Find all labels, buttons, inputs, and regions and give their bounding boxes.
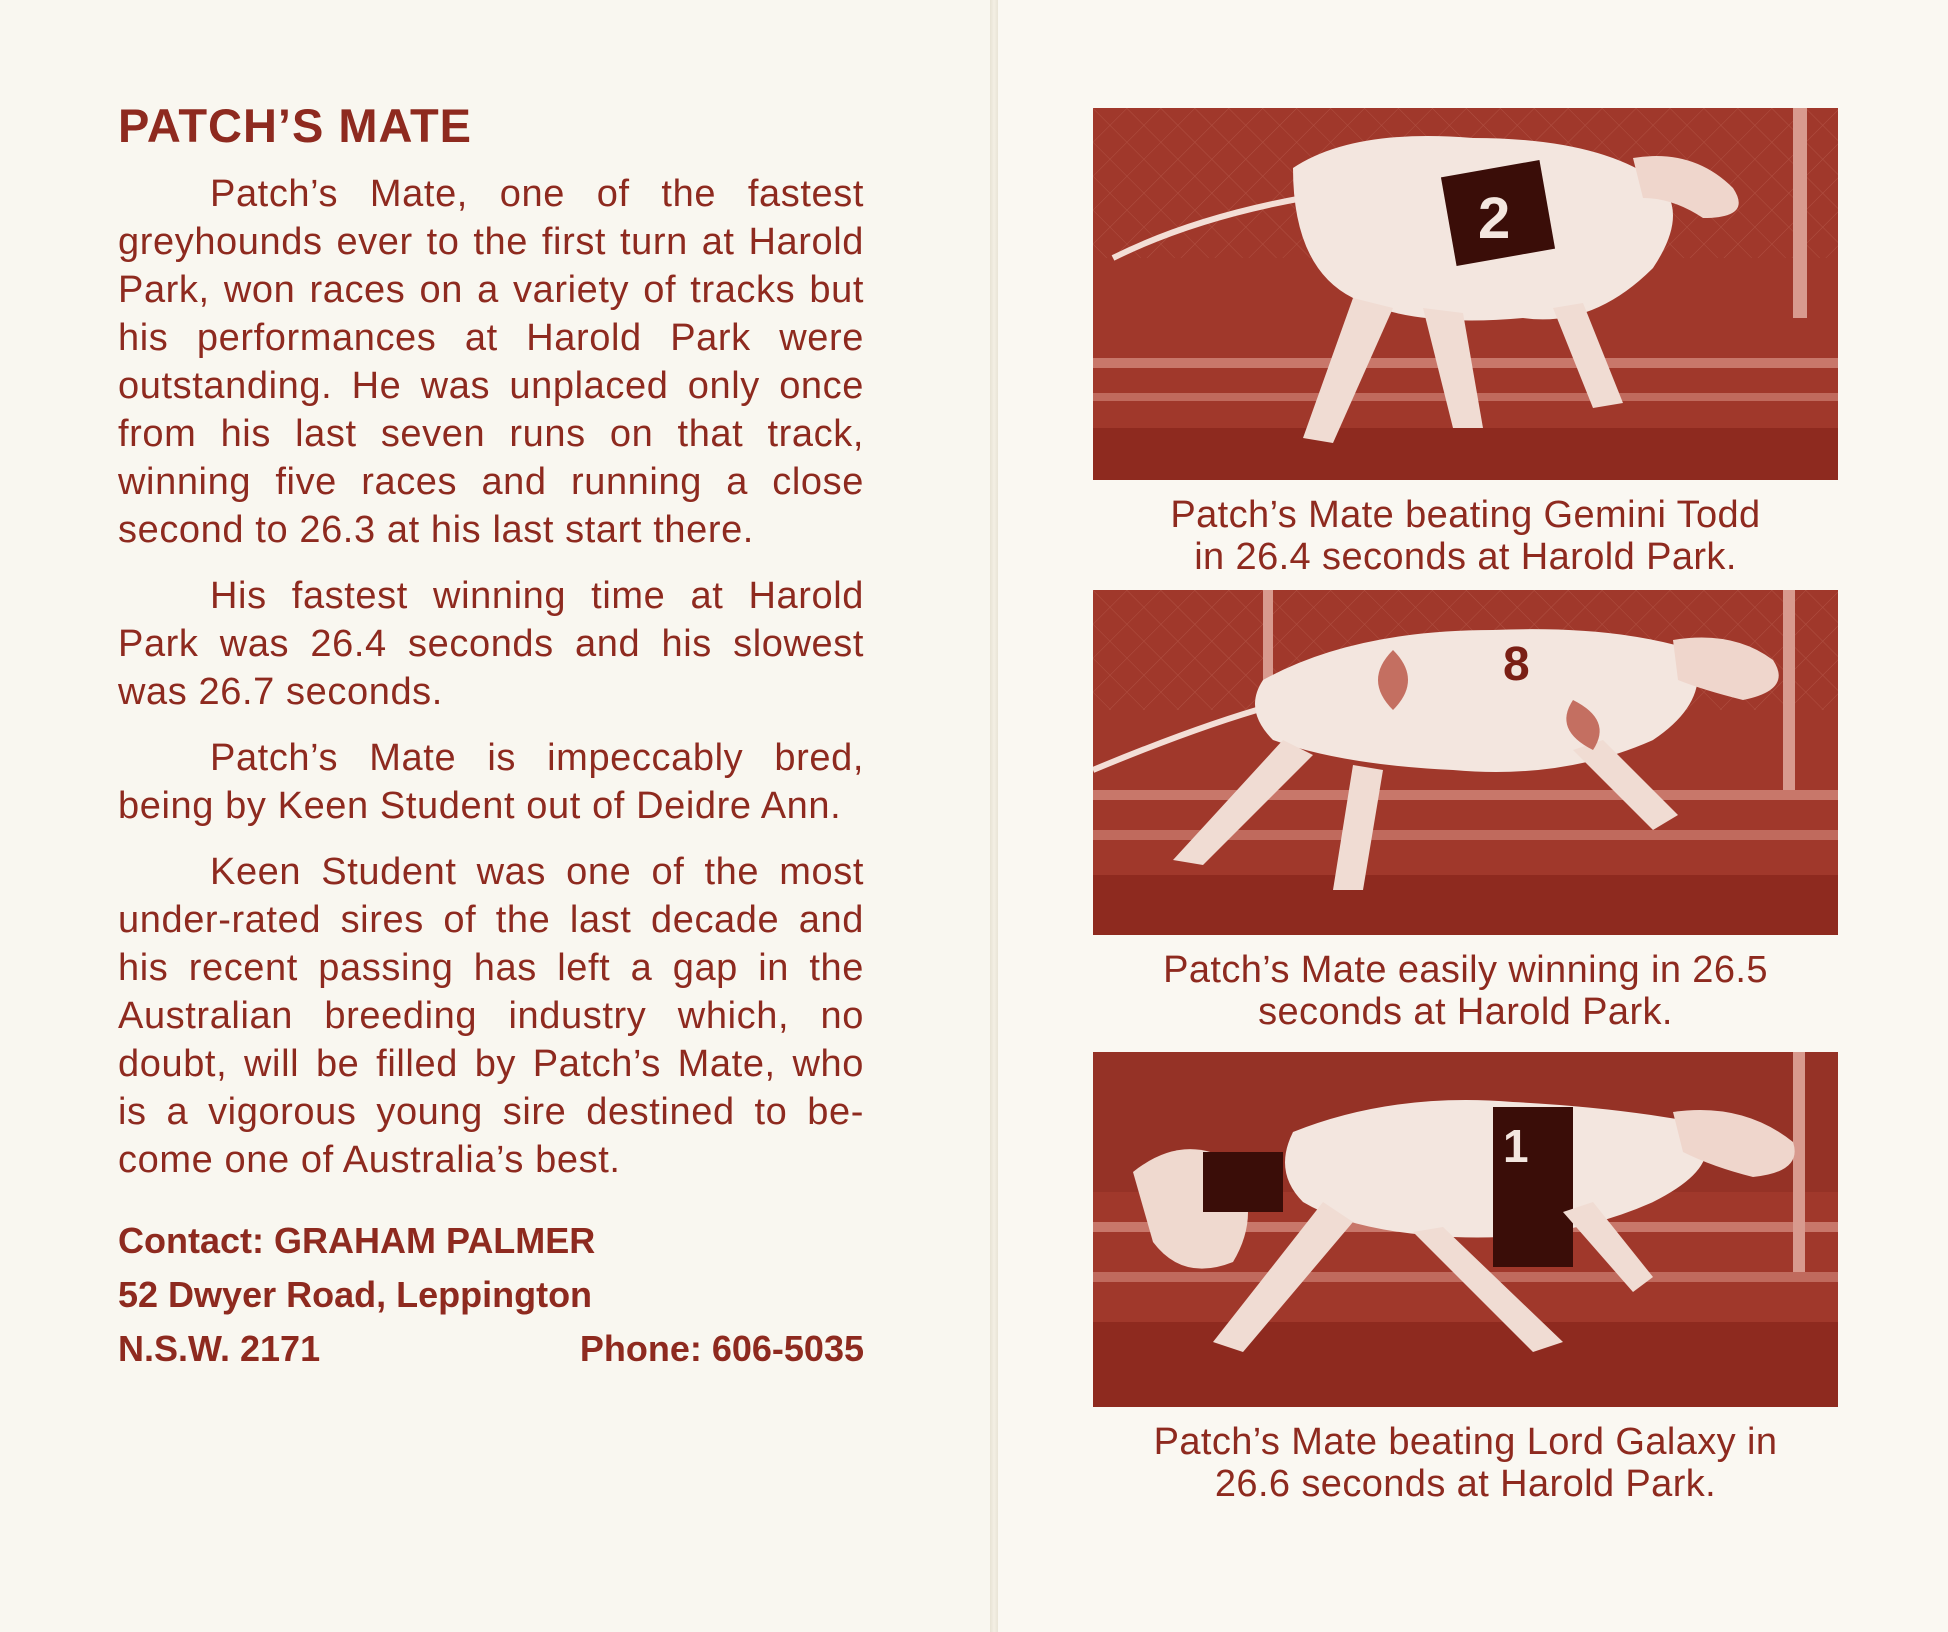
page-fold [990, 0, 998, 1632]
article-column [118, 96, 864, 1376]
contact-phone: Phone: 606-5035 [579, 1328, 864, 1369]
greyhound-icon [1093, 1052, 1838, 1407]
bib-number-1: 2 [1478, 186, 1511, 251]
bib-number-2: 8 [1503, 638, 1530, 691]
bib-number-3: 1 [1503, 1120, 1529, 1172]
caption-line: Patch’s Mate easily winning in 26.5 [1163, 949, 1768, 991]
contact-block [118, 1214, 864, 1376]
caption-line: Patch’s Mate beating Gemini Todd [1170, 494, 1761, 536]
contact-state-phone-row [118, 1322, 864, 1376]
contact-state: N.S.W. 2171 [118, 1328, 321, 1369]
caption-line: 26.6 seconds at Harold Park. [1214, 1463, 1717, 1505]
paragraph-2: His fastest winning time at Harold Park was 26.4 seconds and his slowest was 26.7 seconds. [118, 575, 864, 713]
greyhound-photo-2 [1093, 590, 1838, 935]
photo-block-3 [1093, 1052, 1838, 1505]
photo-block-2 [1093, 590, 1838, 1033]
greyhound-icon [1093, 108, 1838, 480]
greyhound-icon [1093, 590, 1838, 935]
photo-caption-3 [1093, 1421, 1838, 1505]
greyhound-photo-3 [1093, 1052, 1838, 1407]
paragraph-1: Patch’s Mate, one of the fastest greyhounds ever to the first turn at Harold Park, won races on a variety of tracks but his performances at Harold Park were outstanding. He was unplaced only once from his last seven runs on that track, winning five races and running a close second to 26.3 at his last start there. [118, 173, 864, 551]
caption-line: in 26.4 seconds at Harold Park. [1194, 536, 1737, 578]
contact-name: Contact: GRAHAM PALMER [118, 1220, 596, 1261]
paragraph-4: Keen Student was one of the most under-rated sires of the last decade and his recent passing has left a gap in the Australian breeding industry which, no doubt, will be filled by Patch’s Mate, who is a vigorous young sire destined to be-come one of Australia’s best. [118, 851, 864, 1181]
paragraph-3: Patch’s Mate is impeccably bred, being by Keen Student out of Deidre Ann. [118, 737, 864, 827]
greyhound-photo-1 [1093, 108, 1838, 480]
page-title: PATCH’S MATE [118, 99, 473, 152]
photo-block-1 [1093, 108, 1838, 578]
caption-line: Patch’s Mate beating Lord Galaxy in [1153, 1421, 1778, 1463]
photo-caption-2 [1093, 949, 1838, 1033]
photo-caption-1 [1093, 494, 1838, 578]
caption-line: seconds at Harold Park. [1258, 991, 1673, 1033]
contact-address: 52 Dwyer Road, Leppington [118, 1274, 593, 1315]
